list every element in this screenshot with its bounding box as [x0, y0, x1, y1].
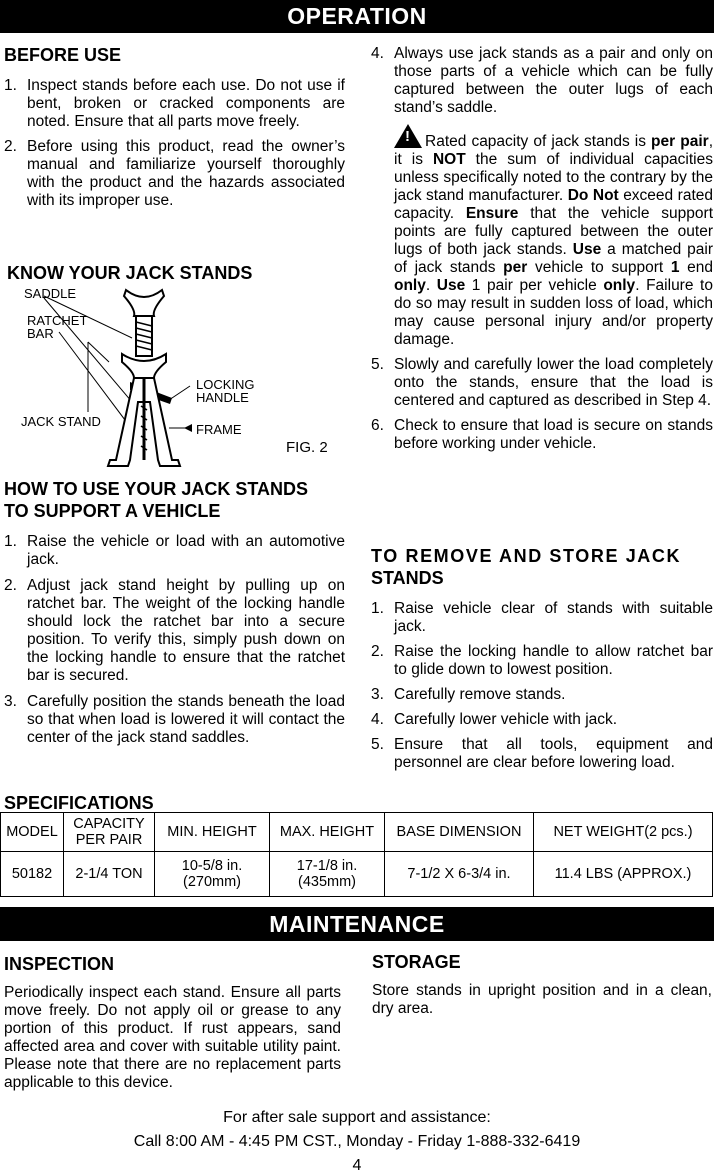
- how-to-step: 4. Always use jack stands as a pair and only on those parts of a vehicle which can be fully captured between the outer lugs of each stand’s saddle.: [371, 45, 713, 116]
- label-locking-handle: LOCKING HANDLE: [196, 377, 255, 405]
- maintenance-title: MAINTENANCE: [269, 911, 445, 937]
- before-use-heading: BEFORE USE: [4, 45, 122, 65]
- label-jack-stand: JACK STAND: [21, 414, 101, 429]
- header-base-dimension: BASE DIMENSION: [385, 813, 534, 852]
- page-number: 4: [352, 1157, 362, 1174]
- support-phone-line: Call 8:00 AM - 4:45 PM CST., Monday - Friday 1-888-332-6419: [133, 1133, 581, 1150]
- inspection-heading: INSPECTION: [4, 954, 115, 974]
- how-to-step: 5. Slowly and carefully lower the load completely onto the stands, ensure that the load is centered and captured as described in Step 4.: [371, 356, 713, 409]
- how-to-step: 2. Adjust jack stand height by pulling up on ratchet bar. The weight of the locking handle should lock the ratchet bar into a secure position. To verify this, simply push down on the locking handle to ensure that the ratchet bar is secured.: [4, 577, 345, 684]
- how-to-step: 6. Check to ensure that load is secure on stands before working under vehicle.: [371, 417, 713, 452]
- cell-net-weight: 11.4 LBS (APPROX.): [534, 852, 713, 897]
- remove-step: 5. Ensure that all tools, equipment and personnel are clear before lowering load.: [371, 736, 713, 771]
- remove-store-list: [371, 600, 713, 779]
- label-saddle: SADDLE: [24, 286, 77, 301]
- figure-caption: FIG. 2: [286, 439, 328, 456]
- how-to-use-list: [4, 533, 345, 754]
- label-ratchet-bar: RATCHET BAR: [27, 313, 88, 341]
- specifications-heading: SPECIFICATIONS: [4, 793, 154, 813]
- operation-title: OPERATION: [287, 3, 427, 29]
- warning-icon: !: [394, 124, 422, 148]
- remove-store-heading: TO REMOVE AND STORE JACK STANDS: [371, 546, 682, 588]
- header-max-height: MAX. HEIGHT: [270, 813, 385, 852]
- header-net-weight: NET WEIGHT(2 pcs.): [534, 813, 713, 852]
- header-model: MODEL: [1, 813, 64, 852]
- cell-max-height: 17-1/8 in. (435mm): [270, 852, 385, 897]
- table-row: [1, 852, 713, 897]
- before-use-step: 1. Inspect stands before each use. Do not use if bent, broken or cracked components are noted. Ensure that all parts move freely.: [4, 77, 345, 130]
- header-min-height: MIN. HEIGHT: [155, 813, 270, 852]
- cell-model: 50182: [1, 852, 64, 897]
- remove-step: 4. Carefully lower vehicle with jack.: [371, 711, 618, 728]
- how-to-use-heading: HOW TO USE YOUR JACK STANDS TO SUPPORT A VEHICLE: [4, 479, 309, 521]
- cell-min-height: 10-5/8 in. (270mm): [155, 852, 270, 897]
- remove-step: 3. Carefully remove stands.: [371, 686, 566, 703]
- maintenance-banner: [0, 907, 714, 941]
- remove-step: 1. Raise vehicle clear of stands with suitable jack.: [371, 600, 713, 635]
- remove-step: 2. Raise the locking handle to allow ratchet bar to glide down to lowest position.: [371, 643, 713, 678]
- specifications-table: [0, 812, 713, 897]
- how-to-use-list-continued: [371, 45, 713, 460]
- know-jack-stands-heading: KNOW YOUR JACK STANDS: [7, 263, 253, 283]
- table-header-row: [1, 813, 713, 852]
- storage-heading: STORAGE: [372, 952, 461, 972]
- before-use-list: [4, 77, 345, 217]
- support-line: For after sale support and assistance:: [223, 1109, 491, 1126]
- how-to-step: 3. Carefully position the stands beneath the load so that when load is lowered it will contact the center of the jack stand saddles.: [4, 693, 345, 746]
- cell-base-dimension: 7-1/2 X 6-3/4 in.: [385, 852, 534, 897]
- how-to-step: 1. Raise the vehicle or load with an automotive jack.: [4, 533, 345, 568]
- header-capacity: CAPACITY PER PAIR: [64, 813, 155, 852]
- label-frame: FRAME: [196, 422, 242, 437]
- capacity-warning: ! Rated capacity of jack stands is per pair, it is NOT the sum of individual capacities unless specifically noted to the contrary by the jack stand manufacturer. Do Not exceed rated capacity. Ensure that the vehicle support points are fully captured between the outer lugs of both jack stands. Use a matched pair of jack stands per vehicle to support 1 end only. Use 1 pair per vehicle only. Failure to do so may result in sudden loss of load, which may cause personal injury and/or property damage.: [371, 124, 713, 349]
- inspection-text: Periodically inspect each stand. Ensure all parts move freely. Do not apply oil or grease to any portion of this product. If rust appears, sand affected area and cover with suitable utility paint. Please note that there are no replacement parts applicable to this device.: [4, 984, 341, 1091]
- before-use-step: 2. Before using this product, read the owner’s manual and familiarize yourself thoroughly with the product and the hazards associated with its improper use.: [4, 138, 345, 209]
- cell-capacity: 2-1/4 TON: [64, 852, 155, 897]
- storage-text: Store stands in upright position and in a clean, dry area.: [372, 982, 712, 1017]
- operation-banner: [0, 0, 714, 33]
